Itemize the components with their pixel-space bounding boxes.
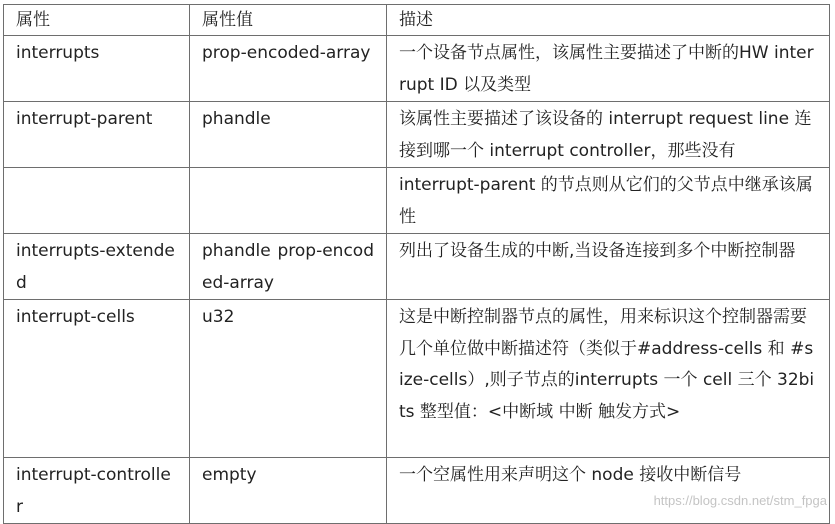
property-description: 列出了设备生成的中断,当设备连接到多个中断控制器 bbox=[387, 234, 830, 300]
table-row bbox=[4, 168, 830, 234]
table-row bbox=[4, 458, 830, 524]
header-row bbox=[4, 5, 830, 36]
property-value: empty bbox=[190, 458, 387, 524]
property-name: interrupt-parent bbox=[4, 102, 190, 168]
property-value bbox=[190, 168, 387, 234]
table-row bbox=[4, 300, 830, 458]
table-row bbox=[4, 102, 830, 168]
property-description: 这是中断控制器节点的属性，用来标识这个控制器需要几个单位做中断描述符（类似于#address-cells 和 #size-cells）,则子节点的interrupts 一个 cell 三个 32bits 整型值：<中断域 中断 触发方式> bbox=[387, 300, 830, 458]
property-description: 一个设备节点属性，该属性主要描述了中断的HW interrupt ID 以及类型 bbox=[387, 36, 830, 102]
property-name: interrupt-controller bbox=[4, 458, 190, 524]
property-name bbox=[4, 168, 190, 234]
watermark: https://blog.csdn.net/stm_fpga bbox=[653, 493, 827, 508]
property-name: interrupts bbox=[4, 36, 190, 102]
property-value: u32 bbox=[190, 300, 387, 458]
property-name: interrupt-cells bbox=[4, 300, 190, 458]
property-description: 该属性主要描述了该设备的 interrupt request line 连接到哪一个 interrupt controller，那些没有 bbox=[387, 102, 830, 168]
property-table bbox=[3, 4, 830, 524]
header-description: 描述 bbox=[387, 5, 830, 36]
table-row bbox=[4, 234, 830, 300]
header-value: 属性值 bbox=[190, 5, 387, 36]
property-value: phandle prop-encoded-array bbox=[190, 234, 387, 300]
property-value: phandle bbox=[190, 102, 387, 168]
table-row bbox=[4, 36, 830, 102]
property-name: interrupts-extended bbox=[4, 234, 190, 300]
property-value: prop-encoded-array bbox=[190, 36, 387, 102]
header-property: 属性 bbox=[4, 5, 190, 36]
property-description: interrupt-parent 的节点则从它们的父节点中继承该属性 bbox=[387, 168, 830, 234]
property-description: 一个空属性用来声明这个 node 接收中断信号 bbox=[387, 458, 830, 524]
